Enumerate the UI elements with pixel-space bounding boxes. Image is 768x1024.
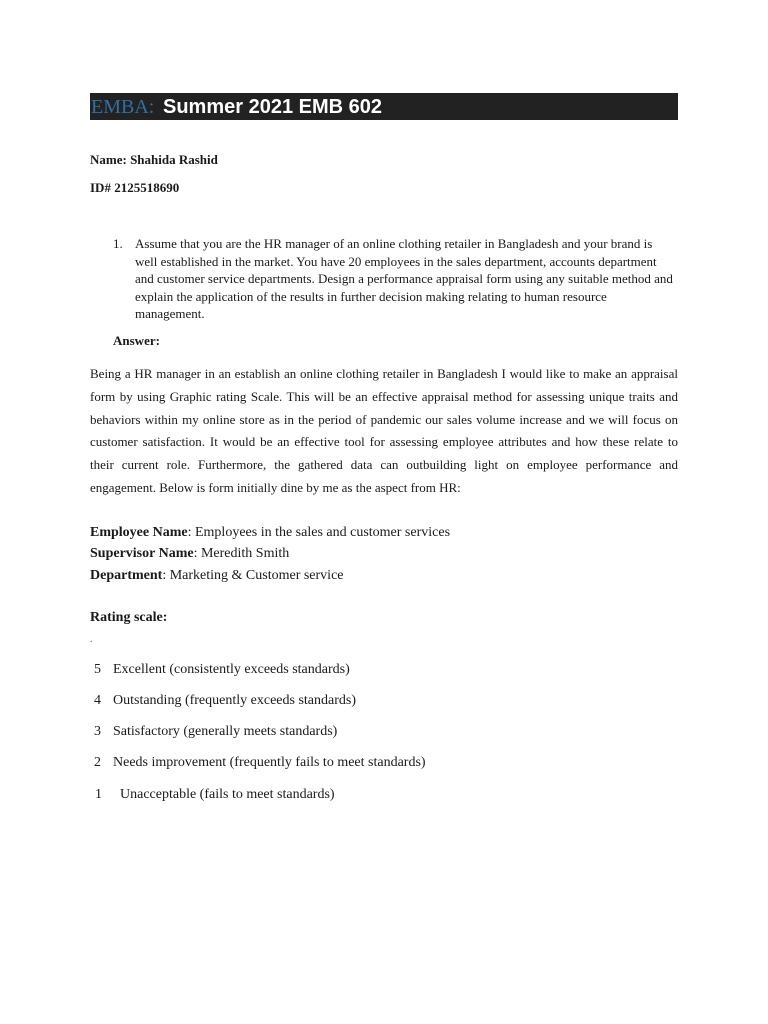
rating-text-3: Satisfactory (generally meets standards) — [113, 724, 338, 739]
rating-score-3: 3 — [94, 724, 101, 739]
supervisor-name-field — [90, 545, 289, 563]
field-label: Department — [90, 568, 163, 583]
rating-score-2: 2 — [94, 755, 101, 770]
question-number: 1. — [113, 236, 123, 251]
student-id: ID# 2125518690 — [90, 180, 180, 195]
rating-text-5: Excellent (consistently exceeds standards) — [113, 662, 350, 677]
header-prefix: EMBA: — [91, 96, 155, 118]
field-value: : Marketing & Customer service — [162, 568, 344, 583]
question-text: Assume that you are the HR manager of an online clothing retailer in Bangladesh and your brand is well established in the market. You have 20 employees in the sales department, accounts department and customer service departments. Design a performance appraisal form using any suitable method and explain the application of the results in further decision making relating to human resource management. — [135, 236, 673, 321]
rating-score-5: 5 — [94, 662, 101, 677]
department-field — [90, 567, 344, 585]
student-name: Name: Shahida Rashid — [90, 152, 218, 167]
rating-score-1: 1 — [95, 787, 102, 802]
rating-text-4: Outstanding (frequently exceeds standards) — [113, 693, 356, 708]
stray-marker: . — [90, 634, 93, 645]
rating-scale-title: Rating scale: — [90, 610, 168, 625]
rating-text-2: Needs improvement (frequently fails to meet standards) — [113, 755, 426, 770]
document-title: Summer 2021 EMB 602 — [163, 96, 383, 118]
employee-name-field — [90, 524, 450, 542]
answer-label: Answer: — [113, 333, 160, 348]
answer-paragraph: Being a HR manager in an establish an online clothing retailer in Bangladesh I would like to make an appraisal form by using Graphic rating Scale. This will be an effective appraisal method for assessing unique traits and behaviors within my online store as in the period of pandemic our sales volume increase and we will focus on customer satisfaction. It would be an effective tool for assessing employee attributes and how these relate to their current role. Furthermore, the gathered data can outbuilding light on employee performance and engagement. Below is form initially dine by me as the aspect from HR: — [90, 366, 678, 495]
field-label: Supervisor Name — [90, 546, 194, 561]
field-label: Employee Name — [90, 525, 188, 540]
field-value: : Meredith Smith — [193, 546, 290, 561]
rating-text-1: Unacceptable (fails to meet standards) — [120, 787, 335, 802]
rating-score-4: 4 — [94, 693, 101, 708]
field-value: : Employees in the sales and customer services — [187, 525, 451, 540]
